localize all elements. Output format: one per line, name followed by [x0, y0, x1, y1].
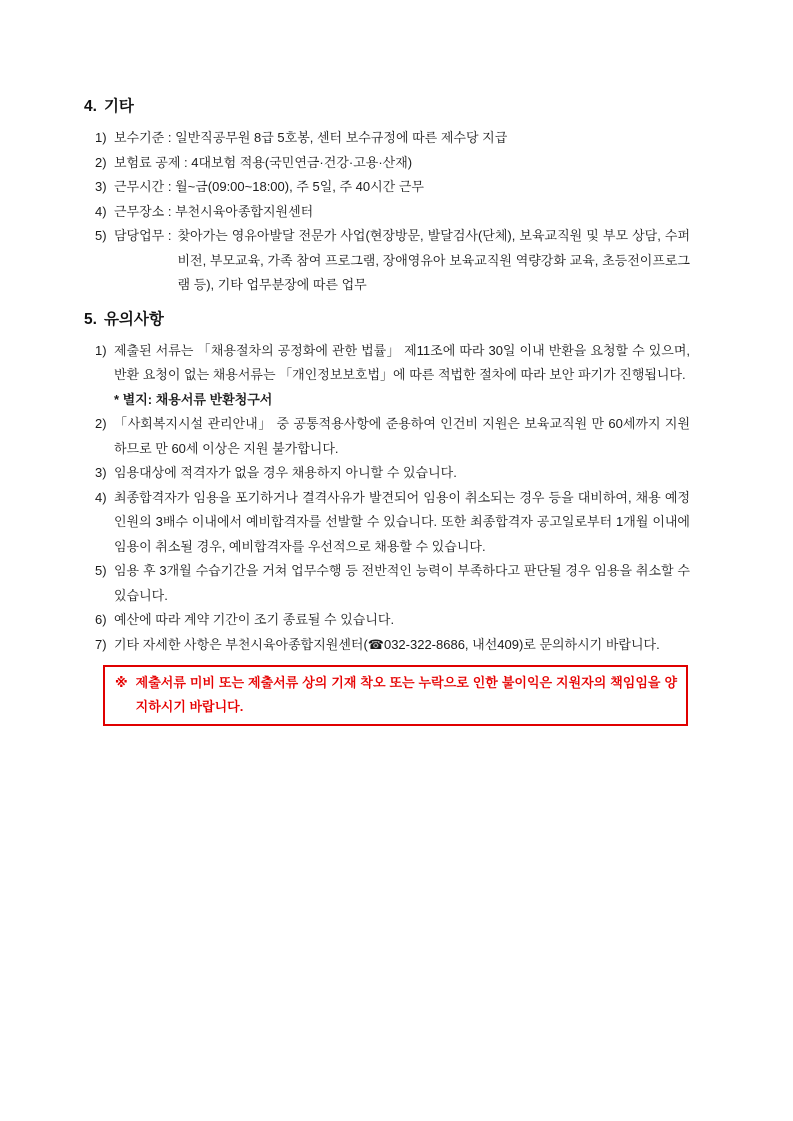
- item-number: 7): [95, 636, 107, 652]
- section-heading: [84, 310, 690, 330]
- item-number: 3): [95, 465, 107, 480]
- section-notes: [84, 310, 690, 658]
- item-number: 4): [95, 489, 107, 505]
- section-title: 유의사항: [103, 310, 164, 328]
- item-text: 기타 자세한 사항은 부천시육아종합지원센터(☎032-322-8686, 내선409)로 문의하시기 바랍니다.: [114, 636, 660, 652]
- item-text: 최종합격자가 임용을 포기하거나 결격사유가 발견되어 임용이 취소되는 경우 등을 대비하여, 채용 예정 인원의 3배수 이내에서 예비합격자를 선발할 수 있습니다. 또한 최종합격자 공고일로부터 1개월 이내에 임용이 취소될 경우, 예비합격자를 우선적으로 채용할 수 있습니다.: [114, 489, 690, 554]
- list-item: [95, 412, 690, 461]
- list-item: [95, 151, 690, 176]
- list-item: [95, 608, 690, 633]
- item-number: 4): [95, 203, 107, 219]
- warning-text: 제출서류 미비 또는 제출서류 상의 기재 착오 또는 누락으로 인한 불이익은 지원자의 책임임을 양지하시기 바랍니다.: [135, 675, 677, 714]
- list-item: [95, 339, 690, 413]
- list-item: [95, 559, 690, 608]
- list-item: [95, 200, 690, 225]
- warning-marker: ※: [115, 675, 128, 690]
- item-text: 임용대상에 적격자가 없을 경우 채용하지 아니할 수 있습니다.: [114, 465, 457, 480]
- item-label: 담당업무 :: [114, 228, 172, 243]
- item-text: 근무시간 : 월~금(09:00~18:00), 주 5일, 주 40시간 근무: [114, 179, 424, 194]
- item-text: 제출된 서류는 「채용절차의 공정화에 관한 법률」 제11조에 따라 30일 이내 반환을 요청할 수 있으며, 반환 요청이 없는 채용서류는 「개인정보보호법」에 따른 적법한 절차에 따라 보안 파기가 진행됩니다.: [114, 342, 690, 382]
- warning-box: [103, 665, 688, 726]
- item-text: 임용 후 3개월 수습기간을 거쳐 업무수행 등 전반적인 능력이 부족하다고 판단될 경우 임용을 취소할 수 있습니다.: [114, 563, 690, 603]
- item-number: 5): [95, 563, 107, 578]
- item-text: 보수기준 : 일반직공무원 8급 5호봉, 센터 보수규정에 따른 제수당 지급: [114, 130, 508, 145]
- section-etc: [84, 97, 690, 298]
- item-text: 예산에 따라 계약 기간이 조기 종료될 수 있습니다.: [114, 612, 395, 627]
- item-note: * 별지: 채용서류 반환청구서: [114, 391, 273, 407]
- list-item: [95, 461, 690, 486]
- section-heading: [84, 97, 690, 117]
- item-text: 「사회복지시설 관리안내」 중 공통적용사항에 준용하여 인건비 지원은 보육교직원 만 60세까지 지원하므로 만 60세 이상은 지원 불가합니다.: [114, 416, 690, 456]
- section-title: 기타: [103, 98, 134, 115]
- item-text-group: [114, 339, 690, 413]
- item-number: 1): [95, 130, 107, 145]
- item-number: 5): [95, 228, 107, 243]
- item-text: [114, 224, 690, 298]
- list-item: [95, 486, 690, 560]
- list-item: [95, 633, 690, 658]
- list-item: [95, 126, 690, 151]
- item-number: 2): [95, 416, 107, 431]
- list-item: [95, 175, 690, 200]
- item-number: 1): [95, 342, 107, 358]
- item-text: 근무장소 : 부천시육아종합지원센터: [114, 203, 314, 219]
- item-label-body: 찾아가는 영유아발달 전문가 사업(현장방문, 발달검사(단체), 보육교직원 및 부모 상담, 수퍼비전, 부모교육, 가족 참여 프로그램, 장애영유아 보육교직원 역량강화 교육, 초등전이프로그램 등), 기타 업무분장에 따른 업무: [177, 228, 690, 292]
- item-number: 2): [95, 154, 107, 170]
- list-item: [95, 224, 690, 298]
- item-number: 6): [95, 612, 107, 627]
- section-number: 5.: [84, 310, 97, 328]
- item-text: 보험료 공제 : 4대보험 적용(국민연금·건강·고용·산재): [114, 154, 413, 170]
- section-number: 4.: [84, 98, 97, 115]
- item-number: 3): [95, 179, 107, 194]
